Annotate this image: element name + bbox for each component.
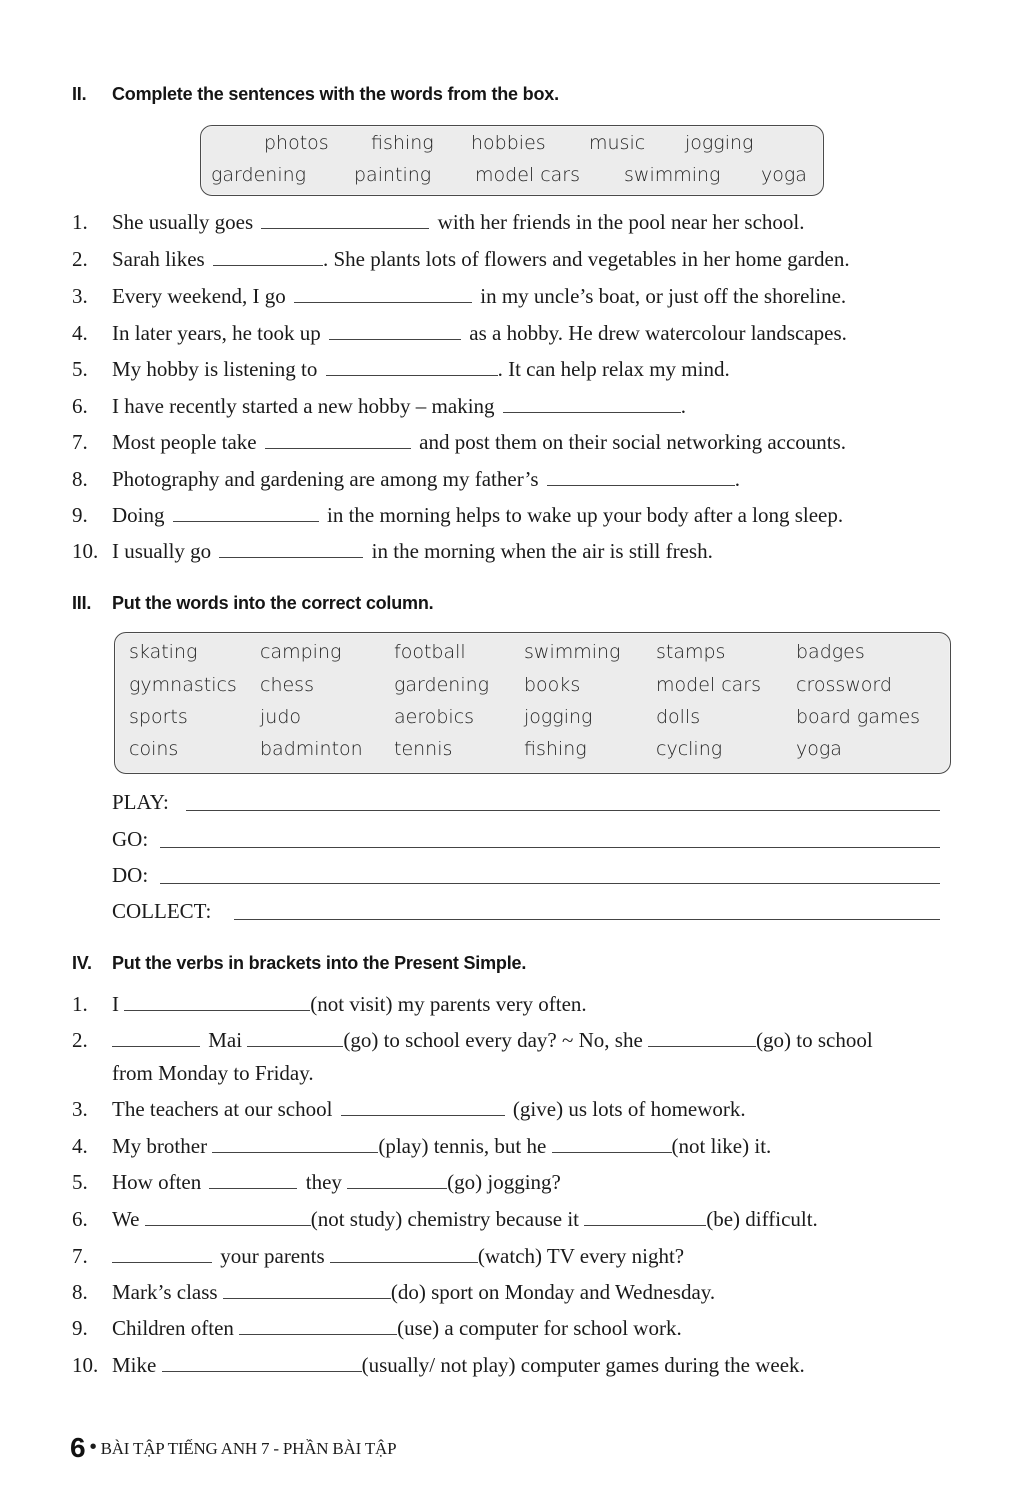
section-3-word-box [114,632,951,774]
bullet-icon: • [89,1436,97,1458]
box-word: painting [354,164,432,186]
box-word: judo [260,706,302,728]
box-word: swimming [524,641,621,663]
answer-blank[interactable] [223,1282,391,1299]
answer-blank[interactable] [648,1030,756,1047]
section-4-number: IV. [72,953,92,973]
exercise-item: 9. Children often (use) a computer for school work. [72,1316,682,1340]
answer-blank[interactable] [584,1209,706,1226]
answer-blank[interactable] [212,1136,378,1153]
box-word: yoga [796,738,842,760]
box-word: sports [129,706,188,728]
box-word: hobbies [471,132,546,154]
answer-blank[interactable] [247,1030,343,1047]
section-3-title: Put the words into the correct column. [112,593,434,613]
section-2-heading [72,84,559,105]
section-3-number: III. [72,593,92,613]
answer-line[interactable] [160,847,940,848]
answer-blank[interactable] [239,1318,397,1335]
box-word: coins [129,738,179,760]
exercise-item: 9. Doing in the morning helps to wake up your body after a long sleep. [72,503,844,527]
exercise-item: 10. Mike (usually/ not play) computer games during the week. [72,1353,805,1377]
section-2-title: Complete the sentences with the words from the box. [112,84,559,104]
box-word: skating [129,641,198,663]
exercise-item: 6. We (not study) chemistry because it (be) difficult. [72,1207,818,1231]
exercise-item: 8. Photography and gardening are among my father’s . [72,467,740,491]
answer-blank[interactable] [162,1355,362,1372]
exercise-item: 8. Mark’s class (do) sport on Monday and Wednesday. [72,1280,716,1304]
exercise-item: 4. My brother (play) tennis, but he (not like) it. [72,1134,772,1158]
exercise-item: 6. I have recently started a new hobby – making . [72,394,687,418]
box-word: jogging [524,706,593,728]
exercise-item: 7. Most people take and post them on their social networking accounts. [72,430,847,454]
exercise-item: 1. She usually goes with her friends in the pool near her school. [72,210,805,234]
box-word: jogging [685,132,754,154]
box-word: fishing [524,738,587,760]
category-play: PLAY: [112,790,169,815]
exercise-item: 4. In later years, he took up as a hobby. He drew watercolour landscapes. [72,321,847,345]
box-word: chess [260,674,314,696]
answer-blank[interactable] [347,1172,447,1189]
section-4-title: Put the verbs in brackets into the Present Simple. [112,953,527,973]
box-word: cycling [656,738,723,760]
exercise-item: 1. I (not visit) my parents very often. [72,992,587,1016]
box-word: gymnastics [129,674,237,696]
box-word: aerobics [394,706,475,728]
answer-line[interactable] [160,883,940,884]
answer-blank[interactable] [213,249,323,266]
box-word: photos [264,132,329,154]
answer-blank[interactable] [265,432,411,449]
answer-blank[interactable] [124,994,310,1011]
answer-blank[interactable] [145,1209,311,1226]
answer-blank[interactable] [547,469,735,486]
answer-blank[interactable] [112,1030,200,1047]
box-word: crossword [796,674,892,696]
box-word: gardening [394,674,490,696]
box-word: camping [260,641,342,663]
category-go: GO: [112,827,148,852]
exercise-item: 2. Sarah likes . She plants lots of flowers and vegetables in her home garden. [72,247,850,271]
answer-blank[interactable] [209,1172,297,1189]
section-2-number: II. [72,84,87,104]
box-word: music [589,132,646,154]
answer-blank[interactable] [330,1246,478,1263]
answer-blank[interactable] [341,1099,505,1116]
answer-line[interactable] [186,810,940,811]
box-word: swimming [624,164,721,186]
box-word: board games [796,706,921,728]
box-word: badminton [260,738,363,760]
book-title: BÀI TẬP TIẾNG ANH 7 - PHẦN BÀI TẬP [100,1439,397,1458]
answer-blank[interactable] [261,212,429,229]
answer-line[interactable] [234,919,940,920]
exercise-item: 7. your parents (watch) TV every night? [72,1244,685,1268]
answer-blank[interactable] [552,1136,672,1153]
box-word: gardening [211,164,307,186]
exercise-item: 10. I usually go in the morning when the air is still fresh. [72,539,713,563]
category-do: DO: [112,863,148,888]
box-word: badges [796,641,865,663]
exercise-item-continuation: from Monday to Friday. [112,1061,314,1085]
box-word: model cars [656,674,762,696]
box-word: fishing [371,132,434,154]
box-word: stamps [656,641,726,663]
section-4-heading [72,953,526,974]
box-word: football [394,641,466,663]
box-word: model cars [475,164,581,186]
page-footer [70,1432,396,1464]
box-word: yoga [761,164,807,186]
answer-blank[interactable] [112,1246,212,1263]
box-word: dolls [656,706,701,728]
answer-blank[interactable] [219,541,363,558]
answer-blank[interactable] [326,359,498,376]
exercise-item: 5. My hobby is listening to . It can help relax my mind. [72,357,730,381]
exercise-item: 3. The teachers at our school (give) us lots of homework. [72,1097,746,1121]
category-collect: COLLECT: [112,899,211,924]
answer-blank[interactable] [294,286,472,303]
box-word: tennis [394,738,453,760]
exercise-item: 2. Mai (go) to school every day? ~ No, she (go) to school [72,1028,873,1052]
page-number: 6 [70,1432,86,1463]
answer-blank[interactable] [329,323,461,340]
section-2-word-box [200,125,824,196]
box-word: books [524,674,581,696]
answer-blank[interactable] [503,396,681,413]
answer-blank[interactable] [173,505,319,522]
exercise-item: 3. Every weekend, I go in my uncle’s boat, or just off the shoreline. [72,284,847,308]
exercise-item: 5. How often they (go) jogging? [72,1170,561,1194]
section-3-heading [72,593,433,614]
